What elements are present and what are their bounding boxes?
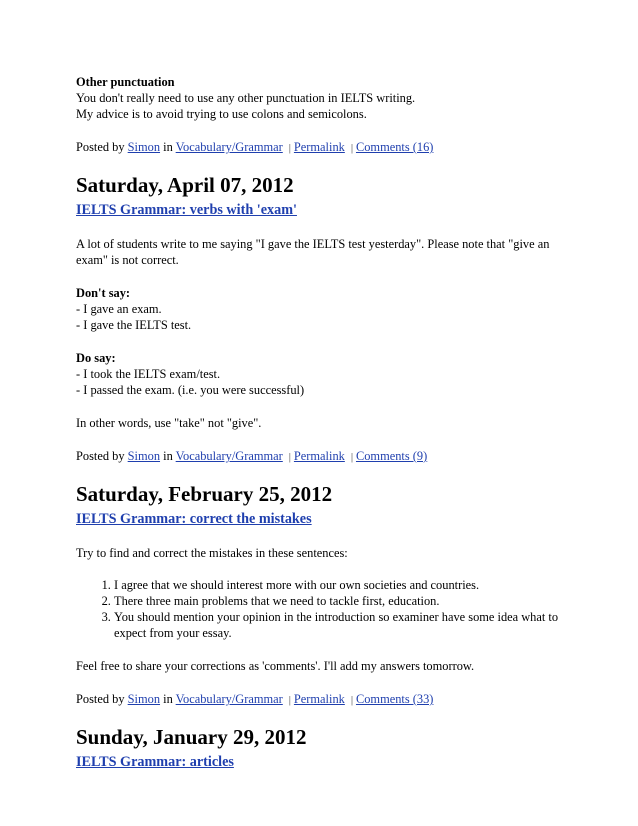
comments-link[interactable]: Comments (9)	[355, 449, 428, 463]
category-link[interactable]: Vocabulary/Grammar	[175, 692, 283, 706]
other-punctuation-section	[76, 74, 576, 157]
mistakes-list	[76, 577, 576, 641]
do-say-item: - I took the IELTS exam/test.	[76, 367, 221, 381]
dont-say-heading: Don't say:	[76, 286, 131, 300]
separator: |	[288, 452, 291, 463]
post-date: Sunday, January 29, 2012	[76, 725, 307, 749]
post-outro: Feel free to share your corrections as 'comments'. I'll add my answers tomorrow.	[76, 659, 475, 673]
post-articles	[76, 725, 576, 771]
separator: |	[350, 143, 353, 154]
blog-content	[76, 74, 576, 771]
separator: |	[350, 452, 353, 463]
post-title	[76, 753, 576, 771]
do-say-item: - I passed the exam. (i.e. you were successful)	[76, 383, 305, 397]
post-byline	[76, 139, 576, 157]
separator: |	[350, 695, 353, 706]
post-title-link[interactable]: IELTS Grammar: correct the mistakes	[76, 511, 312, 527]
posted-by-label: Posted by	[76, 692, 125, 706]
author-link[interactable]: Simon	[127, 449, 161, 463]
in-label: in	[163, 692, 173, 706]
post-intro: Try to find and correct the mistakes in these sentences:	[76, 546, 348, 560]
post-byline	[76, 448, 576, 466]
post-verbs-with-exam	[76, 173, 576, 466]
dont-say-item: - I gave an exam.	[76, 302, 162, 316]
in-label: in	[163, 449, 173, 463]
comments-link[interactable]: Comments (16)	[355, 140, 434, 154]
post-title-link[interactable]: IELTS Grammar: articles	[76, 754, 234, 770]
post-title	[76, 510, 576, 528]
post-correct-the-mistakes	[76, 482, 576, 709]
list-item: 2. There three main problems that we need to tackle first, education.	[114, 593, 576, 609]
post-date: Saturday, April 07, 2012	[76, 173, 294, 197]
permalink-link[interactable]: Permalink	[293, 140, 345, 154]
separator: |	[288, 695, 291, 706]
posted-by-label: Posted by	[76, 449, 125, 463]
separator: |	[288, 143, 291, 154]
category-link[interactable]: Vocabulary/Grammar	[175, 449, 283, 463]
category-link[interactable]: Vocabulary/Grammar	[175, 140, 283, 154]
section-heading: Other punctuation	[76, 75, 175, 89]
post-title-link[interactable]: IELTS Grammar: verbs with 'exam'	[76, 202, 297, 218]
permalink-link[interactable]: Permalink	[293, 449, 345, 463]
permalink-link[interactable]: Permalink	[293, 692, 345, 706]
post-byline	[76, 691, 576, 709]
post-date: Saturday, February 25, 2012	[76, 482, 333, 506]
comments-link[interactable]: Comments (33)	[355, 692, 434, 706]
list-item: 3. You should mention your opinion in the introduction so examiner have some idea what to expect from your essay.	[114, 609, 576, 641]
list-item: 1. I agree that we should interest more with our own societies and countries.	[114, 577, 576, 593]
author-link[interactable]: Simon	[127, 692, 161, 706]
post-summary: In other words, use "take" not "give".	[76, 416, 262, 430]
post-title	[76, 201, 576, 219]
dont-say-item: - I gave the IELTS test.	[76, 318, 192, 332]
in-label: in	[163, 140, 173, 154]
post-intro: A lot of students write to me saying "I gave the IELTS test yesterday". Please note that "give an exam" is not correct.	[76, 237, 550, 267]
posted-by-label: Posted by	[76, 140, 125, 154]
author-link[interactable]: Simon	[127, 140, 161, 154]
body-line: You don't really need to use any other punctuation in IELTS writing.	[76, 91, 416, 105]
do-say-heading: Do say:	[76, 351, 116, 365]
body-line: My advice is to avoid trying to use colons and semicolons.	[76, 107, 367, 121]
